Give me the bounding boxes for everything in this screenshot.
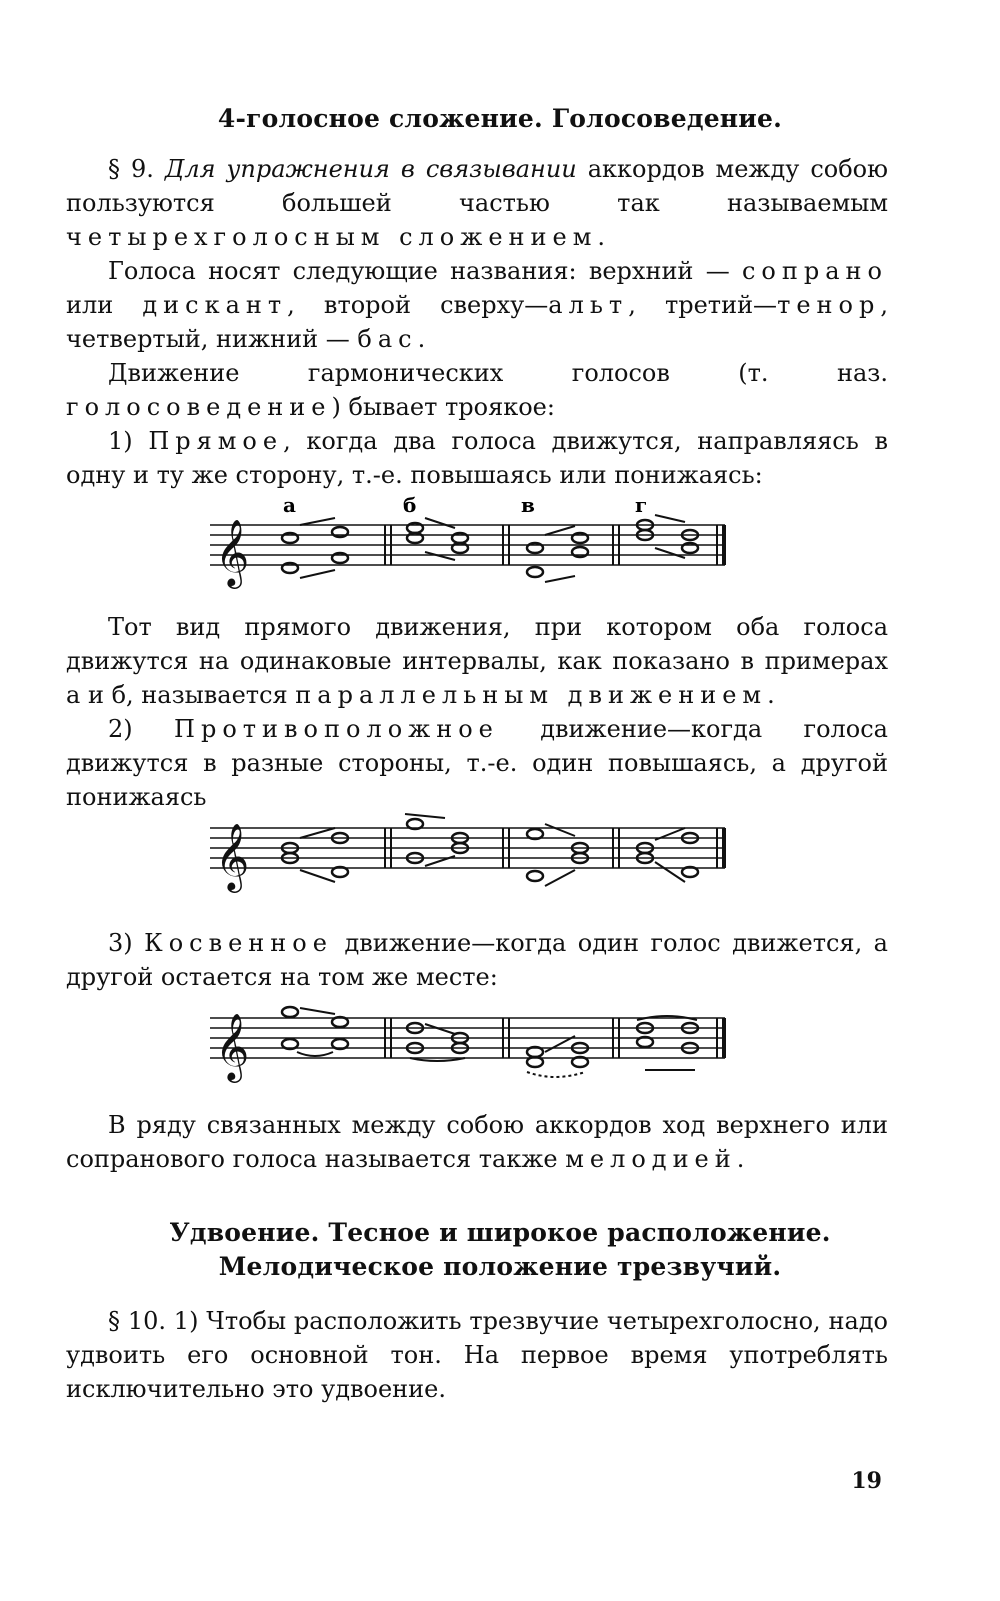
page-number: 19 (851, 1468, 882, 1494)
staff-label-b: б (403, 493, 417, 517)
paragraph-9: § 9. Для упражнения в связывании аккордов между собою пользуются большей частью так называемым четырехголосным сложением. (66, 155, 889, 251)
treble-clef-icon: 𝄞 (215, 1012, 250, 1080)
staff-label-g: г (635, 493, 648, 517)
section-heading-voice-leading: 4-голосное сложение. Голосоведение. (217, 104, 783, 133)
staff-label-v: в (521, 493, 535, 517)
paragraph-parallel-motion: Тот вид прямого движения, при котором оба голоса движутся на одинаковые интервалы, как показано в примерах а и б, называется параллельным движением. (66, 613, 888, 709)
section-heading-melodic-position: Мелодическое положение трезвучий. (218, 1252, 782, 1281)
paragraph-voice-names: Голоса носят следующие названия: верхний — сопрано или дискант, второй сверху—альт, третий—тенор, четвертый, нижний — бас. (66, 257, 888, 353)
treble-clef-icon: 𝄞 (215, 518, 250, 586)
music-staff-contrary-motion (205, 800, 745, 895)
paragraph-10: § 10. 1) Чтобы расположить трезвучие четырехголосно, надо удвоить его основной тон. На первое время употреблять исключительно это удвоение. (66, 1307, 888, 1403)
paragraph-motion-types: Движение гармонических голосов (т. наз. голосоведение) бывает трoякое: (66, 359, 888, 421)
paragraph-oblique-motion: 3) Косвенное движение—когда один голос движется, а другой остается на том же месте: (66, 929, 888, 991)
staff-label-a: а (283, 493, 296, 517)
section-heading-doubling: Удвоение. Тесное и широкое расположение. (169, 1218, 831, 1247)
paragraph-contrary-motion: 2) Противоположное движение—когда голоса движутся в разные стороны, т.-е. один повышаясь, а другой понижаясь (66, 715, 888, 811)
paragraph-melody: В ряду связанных между собою аккордов ход верхнего или сопранового голоса называется также мелодией. (66, 1111, 888, 1173)
paragraph-direct-motion: 1) Прямое, когда два голоса движутся, направляясь в одну и ту же сторону, т.-е. повышаясь или понижаясь: (66, 427, 888, 489)
staff-label-row (283, 493, 647, 517)
treble-clef-icon: 𝄞 (215, 822, 250, 890)
notes (282, 520, 698, 577)
music-staff-oblique-motion (205, 1000, 745, 1085)
music-staff-direct-motion (205, 490, 745, 595)
term-four-voice: четырехголосным сложением (66, 223, 598, 251)
